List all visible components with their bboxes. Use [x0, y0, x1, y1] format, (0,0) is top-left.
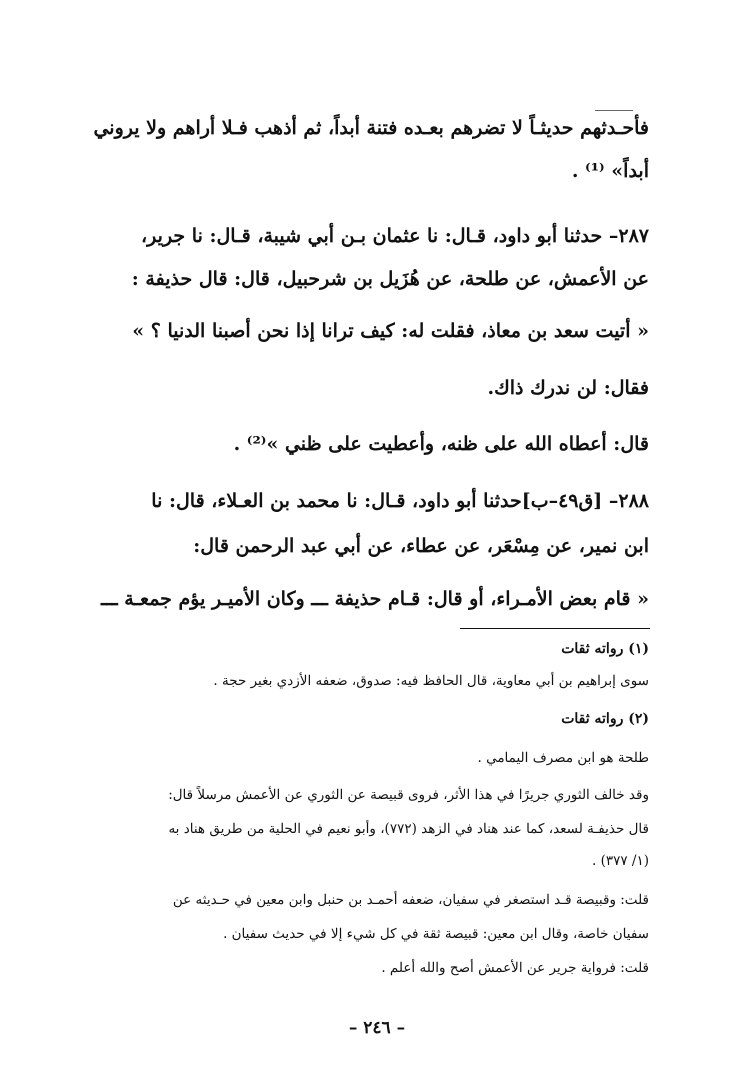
- hadith-287-quote-1: « أتيت سعد بن معاذ، فقلت له: كيف ترانا إذا نحن أصبنا الدنيا ؟ »: [132, 320, 649, 342]
- hadith-288-line-1: ٢٨٨– [ق٤٩–ب]حدثنا أبو داود، قـال: نا محمد بن العـلاء، قال: نا: [151, 490, 649, 512]
- hadith-287-line-1: ٢٨٧– حدثنا أبو داود، قـال: نا عثمان بـن أبي شيبة، قـال: نا جرير،: [141, 225, 649, 247]
- footnote-2-heading: (٢) رواته ثقات: [561, 711, 649, 727]
- footnote-2-line-5: قلت: وقبيصة قـد استصغر في سفيان، ضعفه أحمـد بن حنبل وابن معين في حـديثه عن: [172, 892, 649, 908]
- overline-mark: [595, 110, 633, 111]
- footnote-divider: [460, 628, 650, 629]
- footnote-1-heading: (١) رواته ثقات: [561, 641, 649, 657]
- page-number: – ٢٤٦ –: [348, 1018, 406, 1038]
- body-line-2: أبداً» ⁽¹⁾ .: [571, 160, 649, 182]
- hadith-287-quote-2: فقال: لن ندرك ذاك.: [487, 377, 649, 399]
- hadith-288-line-2: ابن نمير، عن مِسْعَر، عن عطاء، عن أبي عبد الرحمن قال:: [193, 535, 649, 557]
- footnote-2-line-4: (١/ ٣٧٧) .: [591, 853, 649, 869]
- footnote-2-line-3: قال حذيفـة لسعد، كما عند هناد في الزهد (٧٧٢)، وأبو نعيم في الحلية من طريق هناد به: [168, 821, 649, 837]
- footnote-2-line-1: طلحة هو ابن مصرف اليمامي .: [477, 750, 649, 766]
- footnote-2-line-2: وقد خالف الثوري جريرًا في هذا الأثر، فروى قبيصة عن الثوري عن الأعمش مرسلاً قال:: [168, 787, 649, 803]
- hadith-287-line-2: عن الأعمش، عن طلحة، عن هُزَيل بن شرحبيل، قال: قال حذيفة :: [131, 268, 649, 290]
- body-line-1: فأحـدثهم حديثـاً لا تضرهم بعـده فتنة أبداً، ثم أذهب فـلا أراهم ولا يروني: [93, 117, 649, 139]
- hadith-288-quote-1: « قام بعض الأمـراء، أو قال: قـام حذيفة ـــ وكان الأميـر يؤم جمعـة ـــ: [100, 588, 649, 610]
- hadith-287-quote-3: قال: أعطاه الله على ظنه، وأعطيت على ظني »⁽²⁾ .: [233, 433, 649, 455]
- footnote-1-text: سوى إبراهيم بن أبي معاوية، قال الحافظ فيه: صدوق، ضعفه الأزدي بغير حجة .: [213, 673, 649, 689]
- footnote-2-line-6: سفيان خاصة، وقال ابن معين: قبيصة ثقة في كل شيء إلا في حديث سفيان .: [223, 926, 649, 942]
- footnote-2-line-7: قلت: فرواية جرير عن الأعمش أصح والله أعلم .: [381, 960, 649, 976]
